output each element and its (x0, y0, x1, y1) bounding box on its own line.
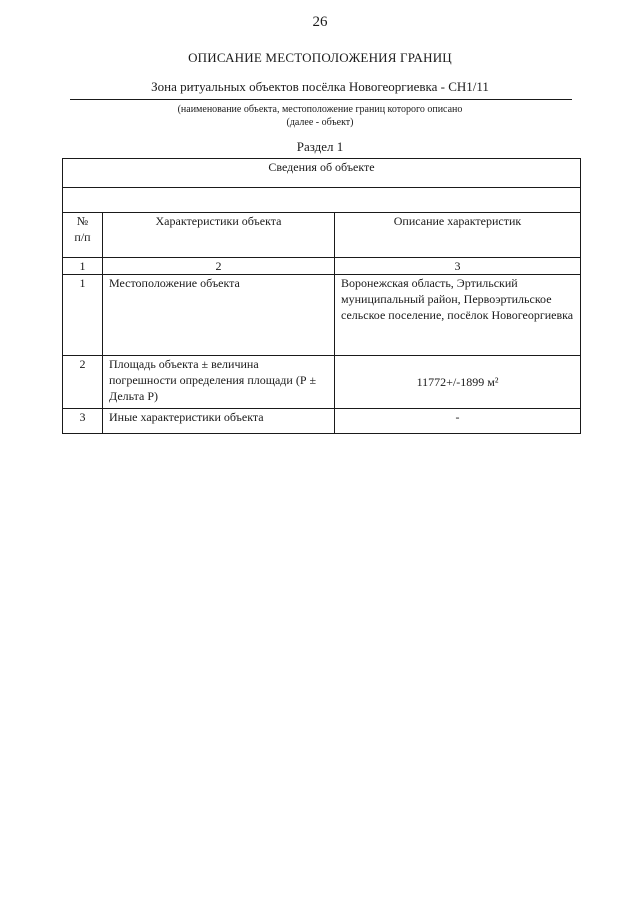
column-number: 1 (63, 258, 103, 275)
caption-line-2: (далее - объект) (286, 117, 354, 128)
row-number: 1 (63, 275, 103, 356)
column-header-num-line2: п/п (74, 230, 91, 244)
caption (0, 103, 640, 129)
column-number: 2 (103, 258, 335, 275)
column-header-num-line1: № (76, 214, 89, 228)
object-info-table (62, 158, 581, 434)
row-characteristic: Местоположение объекта (103, 275, 335, 356)
column-header-characteristics: Характеристики объекта (103, 213, 335, 258)
row-description: Воронежская область, Эртильский муниципальный район, Первоэртильское сельское поселение, посёлок Новогеоргиевка (335, 275, 581, 356)
row-description: - (335, 409, 581, 434)
column-header-description: Описание характеристик (335, 213, 581, 258)
column-number-row (63, 258, 581, 275)
row-characteristic: Иные характеристики объекта (103, 409, 335, 434)
table-row (63, 356, 581, 409)
empty-cell (63, 188, 581, 213)
column-number: 3 (335, 258, 581, 275)
row-number: 2 (63, 356, 103, 409)
document-title: ОПИСАНИЕ МЕСТОПОЛОЖЕНИЯ ГРАНИЦ (188, 50, 452, 65)
row-number: 3 (63, 409, 103, 434)
table-empty-row (63, 188, 581, 213)
column-header-num (63, 213, 103, 258)
row-description: 11772+/-1899 м² (335, 356, 581, 409)
table-header-row (63, 159, 581, 188)
page-number: 26 (312, 14, 328, 30)
row-characteristic: Площадь объекта ± величина погрешности определения площади (Р ± Дельта Р) (103, 356, 335, 409)
caption-line-1: (наименование объекта, местоположение границ которого описано (177, 104, 463, 115)
table-header: Сведения об объекте (63, 159, 581, 188)
object-name: Зона ритуальных объектов посёлка Новогеоргиевка - СН1/11 (151, 79, 489, 94)
underline-rule (70, 99, 572, 100)
table-row (63, 275, 581, 356)
table-row (63, 409, 581, 434)
section-title: Раздел 1 (296, 139, 344, 154)
column-header-row (63, 213, 581, 258)
